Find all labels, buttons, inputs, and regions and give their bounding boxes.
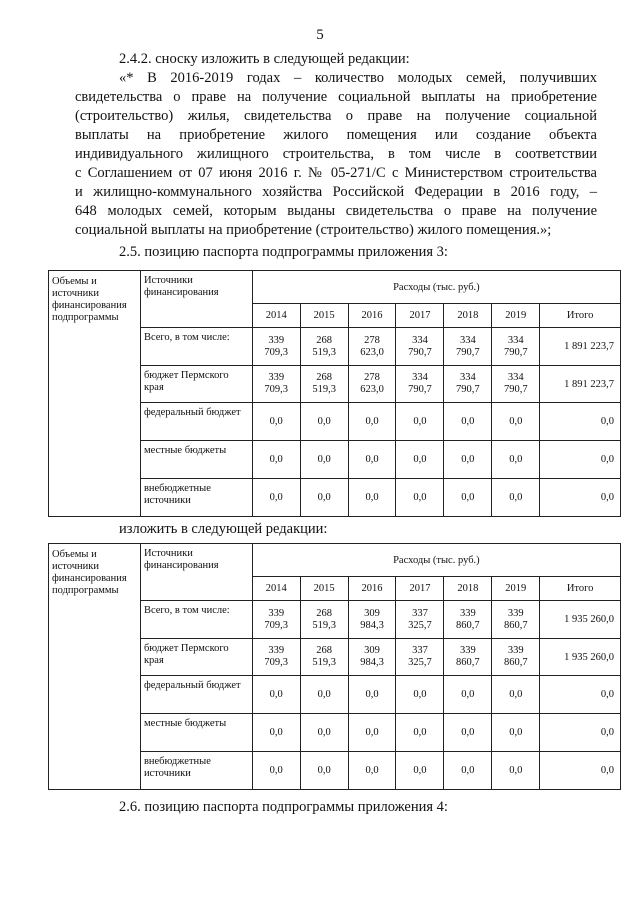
expenses-header: Расходы (тыс. руб.) (252, 271, 620, 304)
total-cell: 1 891 223,7 (540, 366, 621, 403)
source-cell: Всего, в том числе: (140, 601, 252, 639)
total-header: Итого (540, 577, 621, 601)
value-cell: 0,0 (348, 441, 396, 479)
section-2-5-heading: 2.5. позицию паспорта подпрограммы приложения 3: (119, 244, 448, 260)
value-cell: 0,0 (492, 403, 540, 441)
value-cell: 0,0 (396, 403, 444, 441)
value-cell: 0,0 (444, 714, 492, 752)
year-header: 2015 (300, 304, 348, 328)
year-header: 2014 (252, 577, 300, 601)
value-cell: 0,0 (396, 479, 444, 517)
total-cell: 0,0 (540, 714, 621, 752)
source-cell: внебюджетные источники (140, 479, 252, 517)
year-header: 2019 (492, 304, 540, 328)
total-cell: 0,0 (540, 479, 621, 517)
value-cell: 0,0 (252, 479, 300, 517)
value-cell: 0,0 (300, 479, 348, 517)
footnote-line: с Соглашением от 07 июня 2016 г. № 05-271/С с Министерством строительства (75, 165, 597, 181)
value-cell: 337 325,7 (396, 639, 444, 676)
value-cell: 339 709,3 (252, 366, 300, 403)
value-cell: 0,0 (300, 403, 348, 441)
value-cell: 0,0 (492, 441, 540, 479)
value-cell: 0,0 (252, 441, 300, 479)
value-cell: 334 790,7 (396, 328, 444, 366)
total-cell: 0,0 (540, 441, 621, 479)
year-header: 2017 (396, 577, 444, 601)
value-cell: 278 623,0 (348, 328, 396, 366)
source-cell: федеральный бюджет (140, 676, 252, 714)
value-cell: 0,0 (300, 714, 348, 752)
value-cell: 0,0 (396, 714, 444, 752)
year-header: 2018 (444, 577, 492, 601)
value-cell: 0,0 (348, 676, 396, 714)
source-cell: Всего, в том числе: (140, 328, 252, 366)
value-cell: 0,0 (444, 403, 492, 441)
value-cell: 334 790,7 (492, 366, 540, 403)
value-cell: 339 860,7 (492, 639, 540, 676)
year-header: 2018 (444, 304, 492, 328)
value-cell: 0,0 (252, 676, 300, 714)
value-cell: 339 709,3 (252, 328, 300, 366)
footnote-line: социальной выплаты на приобретение (строительство) жилого помещения.»; (75, 222, 552, 238)
value-cell: 337 325,7 (396, 601, 444, 639)
value-cell: 309 984,3 (348, 639, 396, 676)
footnote-line: 648 молодых семей, которым выданы свидетельства о праве на получение (75, 203, 597, 219)
restate-heading: изложить в следующей редакции: (119, 521, 328, 537)
value-cell: 0,0 (252, 714, 300, 752)
finance-table-old (48, 270, 621, 517)
table-label: Объемы и источники финансирования подпрограммы (49, 271, 141, 517)
source-cell: бюджет Пермского края (140, 639, 252, 676)
value-cell: 268 519,3 (300, 328, 348, 366)
value-cell: 268 519,3 (300, 366, 348, 403)
value-cell: 268 519,3 (300, 639, 348, 676)
value-cell: 0,0 (348, 403, 396, 441)
value-cell: 0,0 (300, 441, 348, 479)
expenses-header: Расходы (тыс. руб.) (252, 544, 620, 577)
source-cell: федеральный бюджет (140, 403, 252, 441)
year-header: 2014 (252, 304, 300, 328)
value-cell: 0,0 (300, 752, 348, 790)
value-cell: 0,0 (492, 479, 540, 517)
footnote-line: выплаты на приобретение жилого помещения или создание объекта (75, 127, 597, 143)
sources-header: Источники финансирования (140, 271, 252, 328)
value-cell: 0,0 (252, 752, 300, 790)
value-cell: 0,0 (252, 403, 300, 441)
total-header: Итого (540, 304, 621, 328)
total-cell: 1 935 260,0 (540, 639, 621, 676)
year-header: 2017 (396, 304, 444, 328)
value-cell: 0,0 (492, 714, 540, 752)
value-cell: 0,0 (348, 479, 396, 517)
year-header: 2016 (348, 577, 396, 601)
finance-table-new (48, 543, 621, 790)
value-cell: 334 790,7 (444, 366, 492, 403)
total-cell: 0,0 (540, 752, 621, 790)
value-cell: 0,0 (396, 676, 444, 714)
value-cell: 0,0 (348, 714, 396, 752)
year-header: 2019 (492, 577, 540, 601)
value-cell: 339 860,7 (444, 639, 492, 676)
total-cell: 1 935 260,0 (540, 601, 621, 639)
page-number: 5 (316, 27, 324, 43)
source-cell: местные бюджеты (140, 714, 252, 752)
value-cell: 0,0 (300, 676, 348, 714)
footnote-line: «* В 2016-2019 годах – количество молодых семей, получивших (119, 70, 597, 86)
footnote-line: и жилищно-коммунального хозяйства Российской Федерации в 2016 году, – (75, 184, 597, 200)
value-cell: 0,0 (444, 441, 492, 479)
table-label: Объемы и источники финансирования подпрограммы (49, 544, 141, 790)
value-cell: 0,0 (444, 479, 492, 517)
value-cell: 0,0 (348, 752, 396, 790)
value-cell: 339 860,7 (444, 601, 492, 639)
year-header: 2016 (348, 304, 396, 328)
footnote-line: индивидуального жилищного строительства, в том числе в соответствии (75, 146, 597, 162)
value-cell: 268 519,3 (300, 601, 348, 639)
value-cell: 0,0 (444, 752, 492, 790)
total-cell: 0,0 (540, 676, 621, 714)
total-cell: 1 891 223,7 (540, 328, 621, 366)
value-cell: 339 860,7 (492, 601, 540, 639)
value-cell: 0,0 (444, 676, 492, 714)
total-cell: 0,0 (540, 403, 621, 441)
value-cell: 334 790,7 (444, 328, 492, 366)
value-cell: 0,0 (492, 752, 540, 790)
value-cell: 0,0 (396, 752, 444, 790)
value-cell: 334 790,7 (492, 328, 540, 366)
value-cell: 0,0 (492, 676, 540, 714)
value-cell: 339 709,3 (252, 639, 300, 676)
year-header: 2015 (300, 577, 348, 601)
sources-header: Источники финансирования (140, 544, 252, 601)
value-cell: 339 709,3 (252, 601, 300, 639)
footnote-line: свидетельства о праве на получение социальной выплаты на приобретение (75, 89, 597, 105)
source-cell: внебюджетные источники (140, 752, 252, 790)
section-2-6-heading: 2.6. позицию паспорта подпрограммы приложения 4: (119, 799, 448, 815)
section-2-4-2-heading: 2.4.2. сноску изложить в следующей редакции: (119, 51, 410, 67)
value-cell: 278 623,0 (348, 366, 396, 403)
source-cell: бюджет Пермского края (140, 366, 252, 403)
value-cell: 0,0 (396, 441, 444, 479)
footnote-line: (строительство) жилья, свидетельства о праве на получение социальной (75, 108, 597, 124)
source-cell: местные бюджеты (140, 441, 252, 479)
value-cell: 334 790,7 (396, 366, 444, 403)
value-cell: 309 984,3 (348, 601, 396, 639)
